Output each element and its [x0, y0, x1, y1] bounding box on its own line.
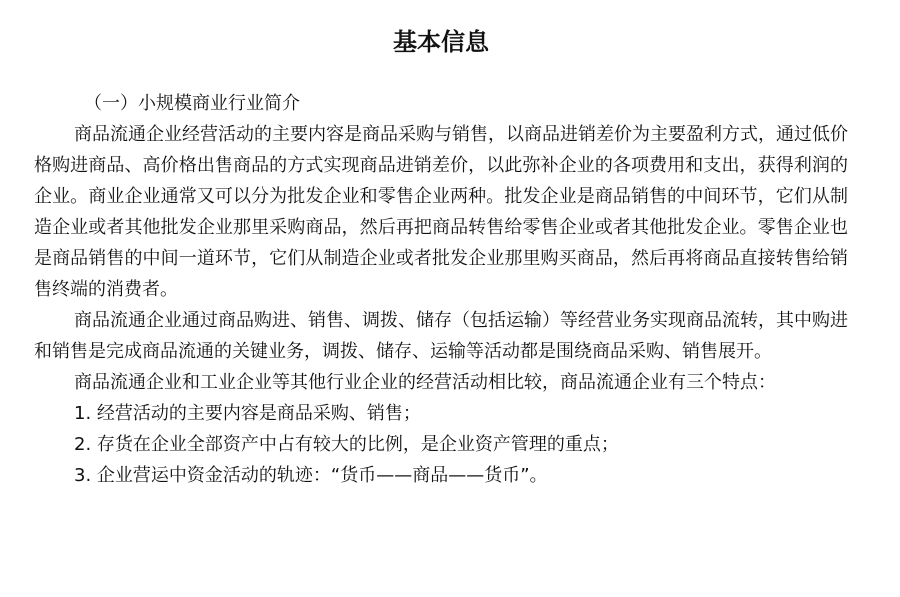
- list-item: 1. 经营活动的主要内容是商品采购、销售；: [74, 403, 421, 424]
- page-title: 基本信息: [393, 28, 489, 56]
- feature-list: [34, 398, 848, 491]
- paragraph-comparison: 商品流通企业和工业企业等其他行业企业的经营活动相比较，商品流通企业有三个特点：: [74, 372, 776, 393]
- list-item: 3. 企业营运中资金活动的轨迹：“货币——商品——货币”。: [74, 465, 548, 486]
- list-item: 2. 存货在企业全部资产中占有较大的比例，是企业资产管理的重点；: [74, 434, 619, 455]
- section-heading: （一）小规模商业行业简介: [84, 93, 300, 114]
- paragraph-business-flow: 商品流通企业通过商品购进、销售、调拨、储存（包括运输）等经营业务实现商品流转，其中购进和销售是完成商品流通的关键业务，调拨、储存、运输等活动都是围绕商品采购、销售展开。: [34, 310, 848, 362]
- paragraph-intro: 商品流通企业经营活动的主要内容是商品采购与销售，以商品进销差价为主要盈利方式，通过低价格购进商品、高价格出售商品的方式实现商品进销差价，以此弥补企业的各项费用和支出，获得利润的企业。商业企业通常又可以分为批发企业和零售企业两种。批发企业是商品销售的中间环节，它们从制造企业或者其他批发企业那里采购商品，然后再把商品转售给零售企业或者其他批发企业。零售企业也是商品销售的中间一道环节，它们从制造企业或者批发企业那里购买商品，然后再将商品直接转售给销售终端的消费者。: [34, 124, 848, 300]
